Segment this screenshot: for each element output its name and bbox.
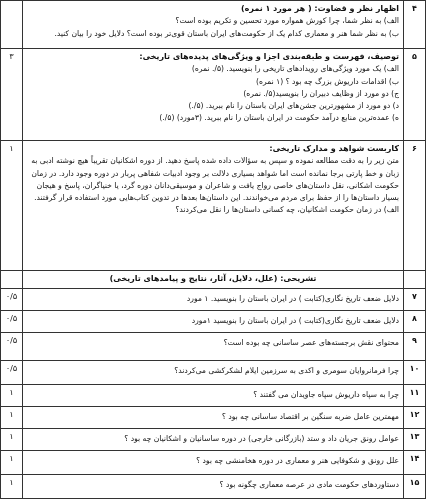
question-number: ۱۰ — [404, 361, 426, 385]
question-text: محتوای نقش برجسته‌های عصر ساسانی چه بوده است؟ — [23, 333, 404, 361]
question-line: د) دو مورد از مشهورترین جشن‌های ایران باستان را نام ببرید. (۵/.) — [188, 101, 399, 111]
question-score: ۱ — [1, 385, 23, 407]
question-title: اظهار نظر و قضاوت: ( هر مورد ۱ نمره) — [240, 4, 399, 13]
question-score: ۱ — [1, 429, 23, 451]
question-row — [1, 385, 426, 407]
question-row — [1, 49, 426, 141]
question-score: ۱ — [1, 451, 23, 475]
source-passage: متن زیر را به دقت مطالعه نموده و سپس به سؤالات داده شده پاسخ دهید. از دوره اشکانیان تقریباً هیچ نوشته ادبی به زبان و خط پارتی برجا نمانده است اما شواهد بسیاری دلالت بر وجود ادبیات شفاهی پربار در دوره وجود دارد. در زمان حکومت اشکانی، نقل داستان‌های خاصی رواج یافت و شاعران و موسیقی‌دانان دوره گرد، یا خنیاگران، پاسخ و هیجان بسیار داستان‌ها را از حفظ برای مردم می‌خواندند. این داستان‌ها بعدها در تدوین کتاب‌هایی مورد استفاده قرار گرفتند. — [31, 156, 399, 203]
question-number: ۱۵ — [404, 475, 426, 499]
question-row — [1, 475, 426, 499]
question-row — [1, 311, 426, 333]
question-row — [1, 361, 426, 385]
question-score: ۱ — [1, 475, 23, 499]
question-row — [1, 289, 426, 311]
question-text: دلایل ضعف تاریخ نگاری(کتابت ) در ایران باستان را بنویسید. ۱ مورد — [23, 289, 404, 311]
question-line: الف) به نظر شما، چرا کورش همواره مورد تحسین و تکریم بوده است؟ — [175, 16, 399, 26]
question-number: ۶ — [404, 141, 426, 271]
question-score: ۱ — [1, 141, 23, 271]
question-title: توصیف، فهرست و طبقه‌بندی اجزا و ویژگی‌های پدیده‌های تاریخی: — [139, 52, 399, 61]
question-content — [23, 1, 404, 49]
question-number: ۵ — [404, 49, 426, 141]
question-score: ۰/۵ — [1, 333, 23, 361]
question-score: ۰/۵ — [1, 289, 23, 311]
question-number: ۹ — [404, 333, 426, 361]
question-number: ۱۱ — [404, 385, 426, 407]
question-title: کاربست شواهد و مدارک تاریخی: — [269, 144, 399, 153]
question-content — [23, 141, 404, 271]
question-content — [23, 49, 404, 141]
question-score: ۳ — [1, 49, 23, 141]
question-score — [1, 1, 23, 49]
question-row — [1, 333, 426, 361]
question-number: ۷ — [404, 289, 426, 311]
question-score: ۰/۵ — [1, 311, 23, 333]
question-line: ب) به نظر شما هنر و معماری کدام یک از حکومت‌های ایران باستان قوی‌تر بوده است؟ دلایل خود را بیان کنید. — [54, 28, 399, 38]
question-text: دلایل ضعف تاریخ نگاری(کتابت ) در ایران باستان را بنویسید ۱مورد — [23, 311, 404, 333]
question-line: الف) یک مورد ویژگی‌های رویدادهای تاریخی را بنویسید. (۵/. نمره) — [191, 64, 399, 74]
question-row — [1, 451, 426, 475]
section-heading: تشریحی: (علل، دلایل، آثار، نتایج و پیامدهای تاریخی) — [23, 271, 404, 289]
question-line: ه) عمده‌ترین منابع درآمد حکومت در ایران باستان را نام ببرید. (۳مورد) (۵/.) — [159, 113, 399, 123]
question-row — [1, 141, 426, 271]
question-number: ۱۳ — [404, 429, 426, 451]
question-number: ۸ — [404, 311, 426, 333]
question-row — [1, 429, 426, 451]
question-score: ۱ — [1, 407, 23, 429]
question-line: الف) در زمان حکومت اشکانیان، چه کسانی داستان‌ها را نقل می‌کردند؟ — [175, 205, 399, 215]
question-row — [1, 407, 426, 429]
question-text: دستاوردهای حکومت مادی در عرصه معماری چگونه بود ؟ — [23, 475, 404, 499]
question-text: چرا فرمانروایان سومری و اکدی به سرزمین ایلام لشکرکشی می‌کردند؟ — [23, 361, 404, 385]
question-number: ۱۲ — [404, 407, 426, 429]
question-line: ج) دو مورد از وظایف دبیران را بنویسید(۵/. نمره) — [243, 88, 399, 98]
question-text: چرا به سپاه داریوش سپاه جاویدان می گفتند ؟ — [23, 385, 404, 407]
question-text: عوامل رونق جریان داد و ستد (بازرگانی خارجی) در دوره ساسانیان و اشکانیان چه بود ؟ — [23, 429, 404, 451]
question-number: ۴ — [404, 1, 426, 49]
question-row — [1, 1, 426, 49]
question-text: مهمترین عامل ضربه سنگین بر اقتصاد ساسانی چه بود ؟ — [23, 407, 404, 429]
question-text: علل رونق و شکوفایی هنر و معماری در دوره هخامنشی چه بود ؟ — [23, 451, 404, 475]
question-score: ۰/۵ — [1, 361, 23, 385]
section-row — [1, 271, 426, 289]
question-number: ۱۴ — [404, 451, 426, 475]
question-line: ب) اقدامات داریوش بزرگ چه بود ؟ (۱ نمره) — [256, 76, 399, 86]
